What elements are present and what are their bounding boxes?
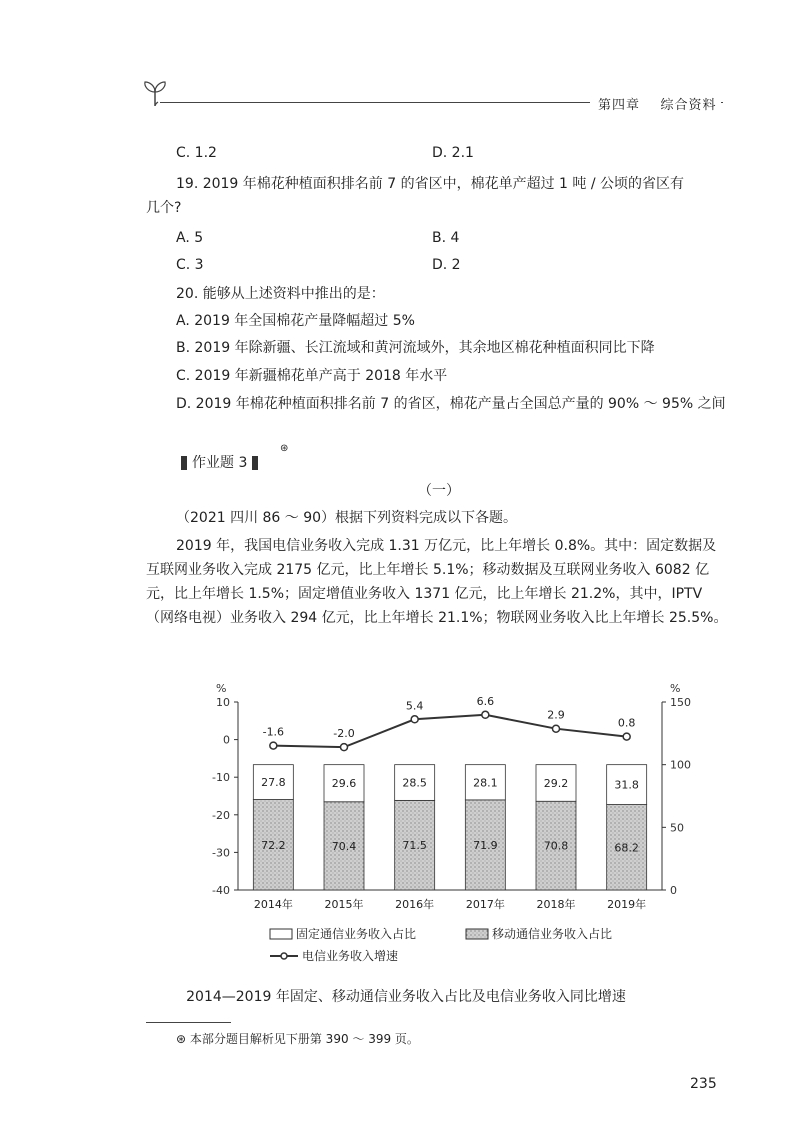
bar-fixed-label: 29.2 — [543, 776, 569, 790]
header-rule — [160, 102, 590, 103]
x-tick-label: 2018年 — [536, 898, 576, 911]
section-bar-left — [181, 456, 187, 470]
growth-label: 2.9 — [547, 708, 565, 722]
bar-fixed-label: 28.1 — [473, 776, 498, 790]
q19-option-b: B. 4 — [432, 230, 460, 246]
left-tick-label: -20 — [212, 808, 230, 822]
growth-label: -2.0 — [333, 727, 355, 741]
chart — [170, 678, 730, 978]
growth-label: 6.6 — [476, 694, 495, 708]
bar-mobile-label: 71.5 — [402, 839, 427, 853]
bar-mobile-label: 68.2 — [614, 841, 639, 855]
q20-option-a: A. 2019 年全国棉花产量降幅超过 5% — [176, 313, 415, 329]
right-tick-label: 100 — [670, 758, 691, 772]
growth-point — [623, 733, 630, 740]
left-axis-unit: % — [216, 682, 227, 695]
footnote: ⊛ 本部分题目解析见下册第 390 ～ 399 页。 — [176, 1032, 419, 1046]
q19-option-a: A. 5 — [176, 230, 204, 246]
x-tick-label: 2014年 — [253, 898, 293, 911]
q20-option-c: C. 2019 年新疆棉花单产高于 2018 年水平 — [176, 368, 448, 384]
q19-stem-line1: 19. 2019 年棉花种植面积排名前 7 的省区中，棉花单产超过 1 吨 / 公顷的省区有 — [176, 176, 685, 192]
legend-label-mobile: 移动通信业务收入占比 — [492, 927, 613, 941]
legend-swatch-point — [281, 953, 287, 959]
q19-option-c: C. 3 — [176, 257, 204, 273]
right-axis-unit: % — [670, 682, 681, 695]
legend-swatch-fixed — [270, 929, 292, 939]
section-title-text: 作业题 3 — [192, 455, 248, 471]
q20-option-b: B. 2019 年除新疆、长江流域和黄河流域外，其余地区棉花种植面积同比下降 — [176, 340, 655, 356]
growth-point — [270, 742, 277, 749]
x-tick-label: 2017年 — [465, 898, 505, 911]
x-tick-label: 2016年 — [395, 898, 435, 911]
growth-label: 5.4 — [405, 699, 424, 713]
legend-label-line: 电信业务收入增速 — [302, 949, 399, 963]
header-section: 综合资料 — [660, 98, 717, 113]
q18-option-c: C. 1.2 — [176, 145, 217, 161]
bar-fixed-label: 31.8 — [614, 778, 639, 792]
section-bar-right — [252, 456, 258, 470]
left-tick-label: 0 — [223, 733, 230, 747]
left-tick-label: -40 — [212, 884, 230, 897]
material-paragraph: 2019 年，我国电信业务收入完成 1.31 万亿元，比上年增长 0.8%。其中：固定数据及互联网业务收入完成 2175 亿元，比上年增长 5.1%；移动数据及互联网业务收入 6082 亿元，比上年增长 1.5%；固定增值业务收入 1371 亿元，比上年增长 21.2%，其中，IPTV（网络电视）业务收入 294 亿元，比上年增长 21.1%；物联网业务收入比上年增长 25.5%。 — [146, 538, 728, 626]
left-tick-label: -10 — [212, 771, 230, 785]
bar-fixed-label: 29.6 — [331, 777, 357, 791]
header-chapter: 第四章 — [598, 98, 641, 113]
bar-fixed-label: 28.5 — [402, 776, 427, 790]
bar-mobile-label: 70.4 — [331, 839, 357, 853]
q19-stem-line2: 几个? — [146, 200, 182, 216]
growth-point — [553, 725, 560, 732]
footnote-rule — [146, 1022, 231, 1023]
right-tick-label: 0 — [670, 884, 677, 897]
growth-point — [341, 744, 348, 751]
growth-label: 0.8 — [617, 716, 636, 730]
growth-point — [411, 716, 418, 723]
x-tick-label: 2019年 — [607, 898, 647, 911]
growth-line — [273, 715, 626, 747]
intro-line: （2021 四川 86 ～ 90）根据下列资料完成以下各题。 — [176, 510, 518, 526]
q20-option-d: D. 2019 年棉花种植面积排名前 7 的省区，棉花产量占全国总产量的 90% ～ 95% 之间 — [176, 396, 726, 412]
bar-mobile-label: 70.8 — [543, 839, 569, 853]
bar-mobile-label: 71.9 — [473, 838, 498, 852]
section-title — [176, 452, 263, 472]
left-tick-label: 10 — [216, 696, 230, 709]
leaf-logo-icon — [140, 80, 170, 110]
growth-point — [482, 711, 489, 718]
q19-option-d: D. 2 — [432, 257, 461, 273]
footnote-mark: ⊛ — [280, 443, 289, 454]
growth-label: -1.6 — [262, 725, 285, 739]
bar-fixed-label: 27.8 — [261, 776, 286, 790]
x-tick-label: 2015年 — [324, 898, 364, 911]
legend-label-fixed: 固定通信业务收入占比 — [296, 927, 417, 941]
right-tick-label: 50 — [670, 821, 684, 835]
left-tick-label: -30 — [212, 846, 230, 860]
running-header — [594, 94, 721, 113]
right-tick-label: 150 — [670, 696, 691, 709]
q20-stem: 20. 能够从上述资料中推出的是： — [176, 286, 385, 302]
page-number: 235 — [690, 1076, 717, 1092]
legend-swatch-mobile — [466, 929, 488, 939]
chart-title: 2014—2019 年固定、移动通信业务收入占比及电信业务收入同比增速 — [186, 989, 626, 1005]
bar-mobile-label: 72.2 — [261, 838, 286, 852]
part-title: （一） — [418, 483, 460, 499]
q18-option-d: D. 2.1 — [432, 145, 474, 161]
